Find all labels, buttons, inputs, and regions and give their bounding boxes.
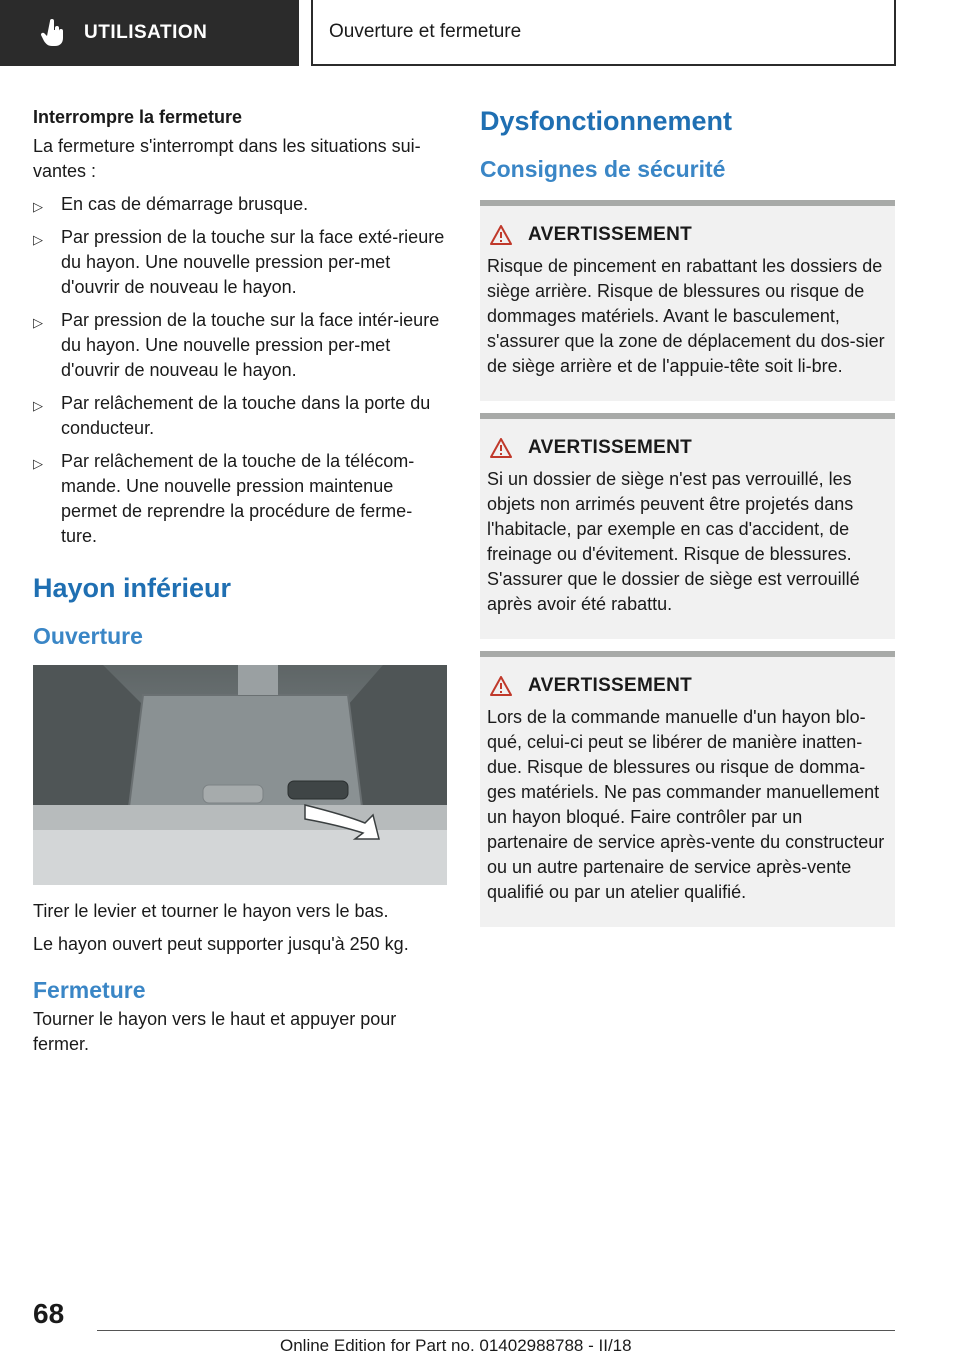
opening-load-note: Le hayon ouvert peut supporter jusqu'à 250 kg.	[33, 934, 409, 954]
interrupt-list	[33, 192, 447, 549]
warning-title: AVERTISSEMENT	[528, 224, 693, 245]
footer-divider	[97, 1330, 895, 1331]
right-column	[480, 104, 895, 939]
warning-text: Si un dossier de siège n'est pas verrouillé, les objets non arrimés peuvent être projetés dans l'habitacle, par exemple en cas d'accident, de freinage ou d'évitement. Risque de blessures. S'assurer que le dossier de siège est verrouillé après avoir été rabattu.	[487, 469, 860, 614]
opening-heading: Ouverture	[33, 623, 143, 649]
triangle-bullet-icon: ▷	[33, 456, 43, 471]
safety-heading: Consignes de sécurité	[480, 156, 726, 182]
warning-triangle-icon	[490, 225, 512, 245]
warning-triangle-icon	[490, 438, 512, 458]
page-number: 68	[33, 1298, 65, 1329]
interrupt-closing-title: Interrompre la fermeture	[33, 107, 243, 127]
tailgate-heading: Hayon inférieur	[33, 573, 232, 603]
list-item: ▷ En cas de démarrage brusque.	[33, 192, 447, 217]
opening-instruction: Tirer le levier et tourner le hayon vers le bas.	[33, 901, 389, 921]
warning-title: AVERTISSEMENT	[528, 675, 693, 696]
header-chapter-box	[311, 0, 896, 66]
section-title: UTILISATION	[84, 22, 208, 43]
warning-triangle-icon	[490, 676, 512, 696]
closing-heading: Fermeture	[33, 977, 146, 1003]
warning-text: Lors de la commande manuelle d'un hayon blo-qué, celui-ci peut se libérer de manière inatten-due. Risque de blessures ou risque de domma-ges matériels. Ne pas commander manuellement un hayon bloqué. Faire contrôler par un partenaire de service après-vente du constructeur ou un autre partenaire de service après-vente qualifié ou par un atelier qualifié.	[487, 707, 885, 902]
trunk-photo	[33, 665, 447, 885]
warning-title: AVERTISSEMENT	[528, 437, 693, 458]
warning-box	[480, 651, 895, 927]
closing-instruction: Tourner le hayon vers le haut et appuyer pour fermer.	[33, 1009, 397, 1054]
warning-text: Risque de pincement en rabattant les dossiers de siège arrière. Risque de blessures ou risque de dommages matériels. Avant le basculement, s'assurer que la zone de déplacement du dos-sier de siège arrière et de l'appuie-tête soit li-bre.	[487, 256, 885, 376]
list-item: ▷ Par relâchement de la touche de la télécom-mande. Une nouvelle pression maintenue permet de reprendre la procédure de ferme-ture.	[33, 451, 415, 546]
list-item: ▷ Par pression de la touche sur la face intér-ieure du hayon. Une nouvelle pression per-met d'ouvrir de nouveau le hayon.	[33, 310, 440, 380]
triangle-bullet-icon: ▷	[33, 232, 43, 247]
left-column	[33, 104, 447, 1065]
malfunction-heading: Dysfonctionnement	[480, 106, 733, 136]
warning-box	[480, 413, 895, 639]
interrupt-closing-intro: La fermeture s'interrompt dans les situations sui-vantes :	[33, 136, 421, 181]
list-item: ▷ Par relâchement de la touche dans la porte du conducteur.	[33, 393, 431, 438]
list-item: ▷ Par pression de la touche sur la face exté-rieure du hayon. Une nouvelle pression per-met d'ouvrir de nouveau le hayon.	[33, 227, 445, 297]
header-section-tab	[0, 0, 299, 66]
chapter-title: Ouverture et fermeture	[329, 21, 522, 42]
footer-edition: Online Edition for Part no. 01402988788 - II/18	[280, 1336, 632, 1355]
triangle-bullet-icon: ▷	[33, 199, 43, 214]
warning-box	[480, 200, 895, 401]
triangle-bullet-icon: ▷	[33, 398, 43, 413]
pointing-hand-icon	[40, 18, 66, 48]
triangle-bullet-icon: ▷	[33, 315, 43, 330]
